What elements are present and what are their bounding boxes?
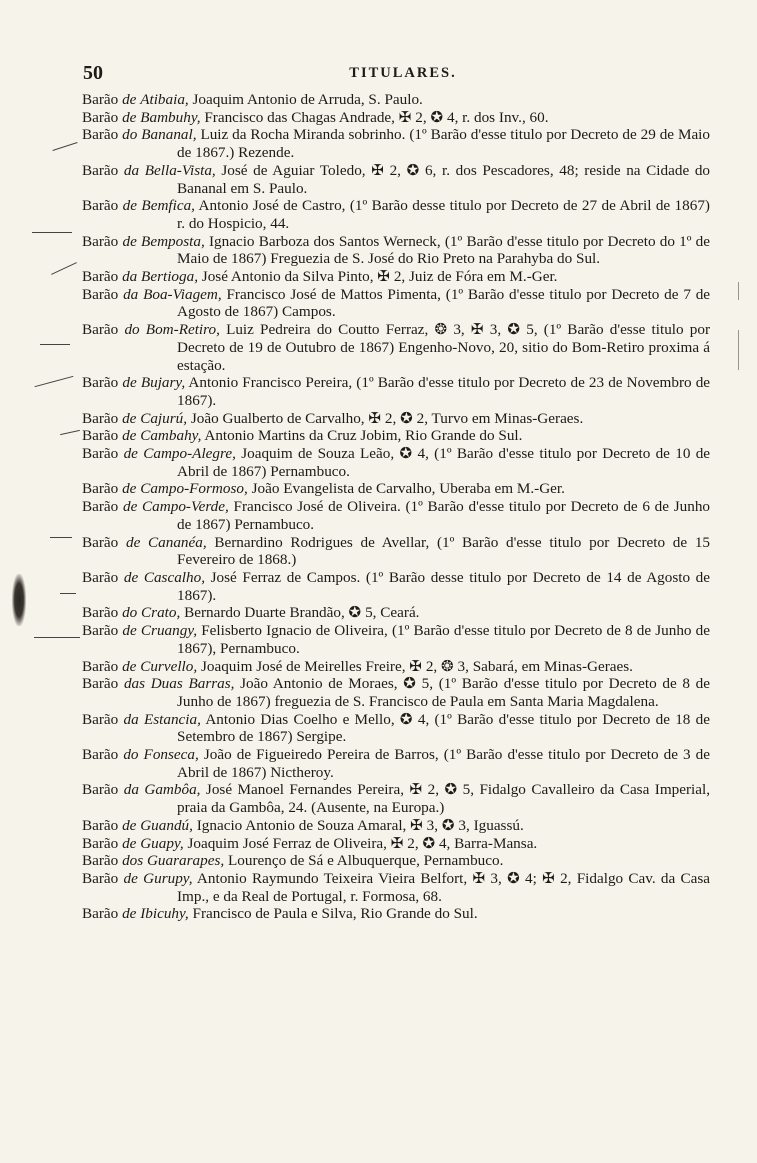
rank: Barão bbox=[82, 852, 119, 870]
entry-text: Joaquim José Ferraz de Oliveira, ✠ 2, ✪ 4, Barra-Mansa. bbox=[187, 834, 538, 852]
preposition: da bbox=[123, 161, 140, 179]
title-name: Bemposta, bbox=[141, 232, 205, 250]
entry-text: Joaquim Antonio de Arruda, S. Paulo. bbox=[192, 91, 423, 108]
list-item bbox=[82, 126, 710, 161]
entry-text: Francisco José de Oliveira. (1º Barão d'esse titulo por Decreto de 6 de Junho de 1867) Pernambuco. bbox=[177, 498, 711, 533]
list-item bbox=[82, 480, 710, 498]
list-item bbox=[82, 410, 710, 428]
list-item bbox=[82, 91, 710, 109]
title-name: Guararapes, bbox=[146, 852, 225, 870]
list-item bbox=[82, 162, 710, 197]
preposition: do bbox=[122, 126, 138, 144]
rank: Barão bbox=[82, 622, 119, 640]
title-name: Campo-Formoso, bbox=[140, 480, 248, 498]
title-name: Gurupy, bbox=[143, 869, 193, 887]
entry-text: Francisco de Paula e Silva, Rio Grande do Sul. bbox=[192, 905, 478, 923]
title-name: Bella-Vista, bbox=[144, 161, 216, 179]
preposition: de bbox=[122, 108, 137, 126]
entry-text: João de Figueiredo Pereira de Barros, (1º Barão d'esse titulo por Decreto de 3 de Abril de 1867) Nictheroy. bbox=[177, 746, 710, 781]
rank: Barão bbox=[82, 675, 119, 693]
entry-text: Antonio Francisco Pereira, (1º Barão d'esse titulo por Decreto de 23 de Novembro de 1867). bbox=[177, 374, 711, 409]
entry-text: João Evangelista de Carvalho, Uberaba em M.-Ger. bbox=[251, 480, 565, 498]
rank: Barão bbox=[82, 869, 119, 887]
preposition: da bbox=[123, 781, 139, 799]
margin-pencil-mark bbox=[50, 537, 72, 538]
preposition: de bbox=[122, 91, 137, 108]
title-name: Curvello, bbox=[140, 657, 198, 675]
title-name: Guandú, bbox=[140, 816, 193, 834]
title-name: Atibaia, bbox=[140, 91, 189, 108]
list-item bbox=[82, 675, 710, 710]
page-number: 50 bbox=[83, 62, 103, 84]
preposition: da bbox=[123, 710, 139, 728]
list-item bbox=[82, 817, 710, 835]
rank: Barão bbox=[82, 374, 119, 392]
preposition: de bbox=[122, 622, 137, 640]
rank: Barão bbox=[82, 533, 119, 551]
rank: Barão bbox=[82, 91, 119, 108]
preposition: da bbox=[122, 268, 138, 286]
list-item bbox=[82, 268, 710, 286]
preposition: do bbox=[123, 746, 139, 764]
entry-text: João Antonio de Moraes, ✪ 5, (1º Barão d'esse titulo por Decreto de 8 de Junho de 1867) freguezia de S. Francisco de Paula em Santa Maria Magdalena. bbox=[177, 675, 710, 710]
rank: Barão bbox=[82, 232, 119, 250]
title-name: Fonseca, bbox=[143, 746, 199, 764]
margin-pencil-mark bbox=[738, 330, 739, 370]
margin-pencil-mark bbox=[34, 637, 80, 638]
page-header bbox=[83, 62, 723, 88]
list-item bbox=[82, 427, 710, 445]
margin-ink-stain bbox=[12, 574, 26, 626]
rank: Barão bbox=[82, 197, 119, 215]
rank: Barão bbox=[82, 568, 119, 586]
rank: Barão bbox=[82, 905, 119, 923]
list-item bbox=[82, 604, 710, 622]
entry-text: Luiz Pedreira do Coutto Ferraz, ❂ 3, ✠ 3, ✪ 5, (1º Barão d'esse titulo por Decreto de 19 de Outubro de 1867) Engenho-Novo, 20, sitio do Bom-Retiro proxima á estação. bbox=[177, 321, 711, 374]
preposition: de bbox=[125, 533, 141, 551]
list-item bbox=[82, 498, 710, 533]
list-item bbox=[82, 286, 710, 321]
title-name: Estancia, bbox=[143, 710, 201, 728]
list-item bbox=[82, 870, 710, 905]
rank: Barão bbox=[82, 268, 119, 286]
margin-pencil-mark bbox=[738, 282, 739, 300]
title-name: Cascalho, bbox=[143, 568, 206, 586]
list-item bbox=[82, 622, 710, 657]
preposition: de bbox=[122, 657, 137, 675]
title-name: Cambahy, bbox=[140, 427, 202, 445]
rank: Barão bbox=[82, 480, 119, 498]
list-item bbox=[82, 658, 710, 676]
title-name: Campo-Verde, bbox=[142, 498, 229, 516]
preposition: de bbox=[122, 374, 137, 392]
title-name: Ibicuhy, bbox=[140, 905, 189, 923]
list-item bbox=[82, 197, 710, 232]
margin-pencil-mark bbox=[35, 376, 74, 387]
margin-pencil-mark bbox=[40, 344, 70, 345]
preposition: de bbox=[123, 869, 138, 887]
entry-text: Felisberto Ignacio de Oliveira, (1º Barão d'esse titulo por Decreto de 8 de Junho de 1867), Pernambuco. bbox=[177, 622, 711, 657]
preposition: de bbox=[123, 445, 138, 463]
preposition: das bbox=[123, 675, 146, 693]
title-name: Bambuhy, bbox=[140, 108, 201, 126]
preposition: de bbox=[122, 480, 137, 498]
entry-text: Antonio Martins da Cruz Jobim, Rio Grande do Sul. bbox=[204, 427, 523, 445]
title-name: Bananal, bbox=[141, 126, 197, 144]
title-name: Guapy, bbox=[140, 834, 184, 852]
list-item bbox=[82, 321, 710, 374]
title-name: Duas Barras, bbox=[150, 675, 235, 693]
preposition: de bbox=[123, 568, 139, 586]
title-name: Cajurú, bbox=[140, 409, 188, 427]
title-name: Bertioga, bbox=[141, 268, 198, 286]
rank: Barão bbox=[82, 285, 119, 303]
title-name: Campo-Alegre, bbox=[143, 445, 236, 463]
entry-text: Ignacio Barboza dos Santos Werneck, (1º Barão d'esse titulo por Decreto do 1º de Maio de 1867) Freguezia de S. José do Rio Preto na Parahyba do Sul. bbox=[177, 232, 711, 268]
list-item bbox=[82, 109, 710, 127]
preposition: de bbox=[122, 816, 137, 834]
rank: Barão bbox=[82, 161, 119, 179]
entry-text: José Ferraz de Campos. (1º Barão desse titulo por Decreto de 14 de Agosto de 1867). bbox=[177, 568, 711, 604]
list-item bbox=[82, 374, 710, 409]
entry-text: Antonio Raymundo Teixeira Vieira Belfort, ✠ 3, ✪ 4; ✠ 2, Fidalgo Cav. da Casa Imp., e da Real de Portugal, r. Formosa, 68. bbox=[177, 869, 711, 905]
preposition: de bbox=[122, 427, 137, 445]
entry-text: Luiz da Rocha Miranda sobrinho. (1º Barão d'esse titulo por Decreto de 29 de Maio de 1867.) Rezende. bbox=[177, 126, 710, 162]
title-name: Cananéa, bbox=[148, 533, 207, 551]
preposition: do bbox=[124, 321, 140, 339]
margin-pencil-mark bbox=[52, 142, 77, 151]
preposition: dos bbox=[122, 852, 144, 870]
entry-text: Ignacio Antonio de Souza Amaral, ✠ 3, ✪ 3, Iguassú. bbox=[196, 816, 524, 834]
margin-pencil-mark bbox=[32, 232, 72, 233]
rank: Barão bbox=[82, 108, 119, 126]
rank: Barão bbox=[82, 710, 119, 728]
entry-text: João Gualberto de Carvalho, ✠ 2, ✪ 2, Turvo em Minas-Geraes. bbox=[190, 409, 584, 427]
list-item bbox=[82, 905, 710, 923]
rank: Barão bbox=[82, 604, 119, 622]
rank: Barão bbox=[82, 834, 119, 852]
entry-text: Joaquim José de Meirelles Freire, ✠ 2, ❂ 3, Sabará, em Minas-Geraes. bbox=[200, 657, 633, 675]
entry-text: Francisco das Chagas Andrade, ✠ 2, ✪ 4, r. dos Inv., 60. bbox=[204, 108, 549, 126]
preposition: do bbox=[122, 604, 138, 622]
title-name: Cruangy, bbox=[140, 622, 198, 640]
entry-text: Joaquim de Souza Leão, ✪ 4, (1º Barão d'esse titulo por Decreto de 10 de Abril de 1867) Pernambuco. bbox=[177, 445, 711, 480]
rank: Barão bbox=[82, 321, 119, 339]
rank: Barão bbox=[82, 746, 119, 764]
title-name: Crato, bbox=[141, 604, 181, 622]
title-name: Bujary, bbox=[140, 374, 186, 392]
entry-text: Antonio Dias Coelho e Mello, ✪ 4, (1º Barão d'esse titulo por Decreto de 18 de Setembro de 1867) Sergipe. bbox=[177, 710, 710, 746]
margin-pencil-mark bbox=[60, 430, 80, 435]
margin-pencil-mark bbox=[60, 593, 76, 594]
preposition: de bbox=[122, 834, 137, 852]
list-item bbox=[82, 233, 710, 268]
title-name: Bom-Retiro, bbox=[145, 321, 220, 339]
list-item bbox=[82, 445, 710, 480]
list-item bbox=[82, 534, 710, 569]
rank: Barão bbox=[82, 498, 119, 516]
rank: Barão bbox=[82, 126, 119, 144]
titles-list bbox=[82, 91, 710, 923]
preposition: da bbox=[123, 285, 139, 303]
entry-text: Lourenço de Sá e Albuquerque, Pernambuco. bbox=[227, 852, 504, 870]
entry-text: Antonio José de Castro, (1º Barão desse titulo por Decreto de 27 de Abril de 1867) r. do Hospicio, 44. bbox=[177, 197, 710, 232]
rank: Barão bbox=[82, 445, 119, 463]
running-title: TITULARES. bbox=[349, 65, 457, 81]
entry-text: José Manoel Fernandes Pereira, ✠ 2, ✪ 5, Fidalgo Cavalleiro da Casa Imperial, praia da Gambôa, 24. (Ausente, na Europa.) bbox=[177, 781, 711, 817]
entry-text: Bernardino Rodrigues de Avellar, (1º Barão d'esse titulo por Decreto de 15 Fevereiro de 1868.) bbox=[177, 533, 711, 569]
entry-text: Francisco José de Mattos Pimenta, (1º Barão d'esse titulo por Decreto de 7 de Agosto de 1867) Campos. bbox=[177, 285, 711, 321]
list-item bbox=[82, 569, 710, 604]
title-name: Gambôa, bbox=[144, 781, 201, 799]
entry-text: José de Aguiar Toledo, ✠ 2, ✪ 6, r. dos Pescadores, 48; reside na Cidade do Bananal em S. Paulo. bbox=[177, 161, 711, 197]
list-item bbox=[82, 746, 710, 781]
list-item bbox=[82, 835, 710, 853]
preposition: de bbox=[122, 232, 137, 250]
rank: Barão bbox=[82, 781, 119, 799]
list-item bbox=[82, 852, 710, 870]
preposition: de bbox=[122, 905, 137, 923]
title-name: Boa-Viagem, bbox=[143, 285, 222, 303]
margin-pencil-mark bbox=[51, 262, 77, 275]
preposition: de bbox=[122, 197, 138, 215]
preposition: de bbox=[122, 409, 137, 427]
entry-text: Bernardo Duarte Brandão, ✪ 5, Ceará. bbox=[184, 604, 420, 622]
list-item bbox=[82, 781, 710, 816]
rank: Barão bbox=[82, 657, 119, 675]
rank: Barão bbox=[82, 816, 119, 834]
list-item bbox=[82, 711, 710, 746]
entry-text: José Antonio da Silva Pinto, ✠ 2, Juiz de Fóra em M.-Ger. bbox=[201, 268, 558, 286]
rank: Barão bbox=[82, 427, 119, 445]
title-name: Bemfica, bbox=[141, 197, 195, 215]
rank: Barão bbox=[82, 409, 119, 427]
preposition: de bbox=[122, 498, 138, 516]
